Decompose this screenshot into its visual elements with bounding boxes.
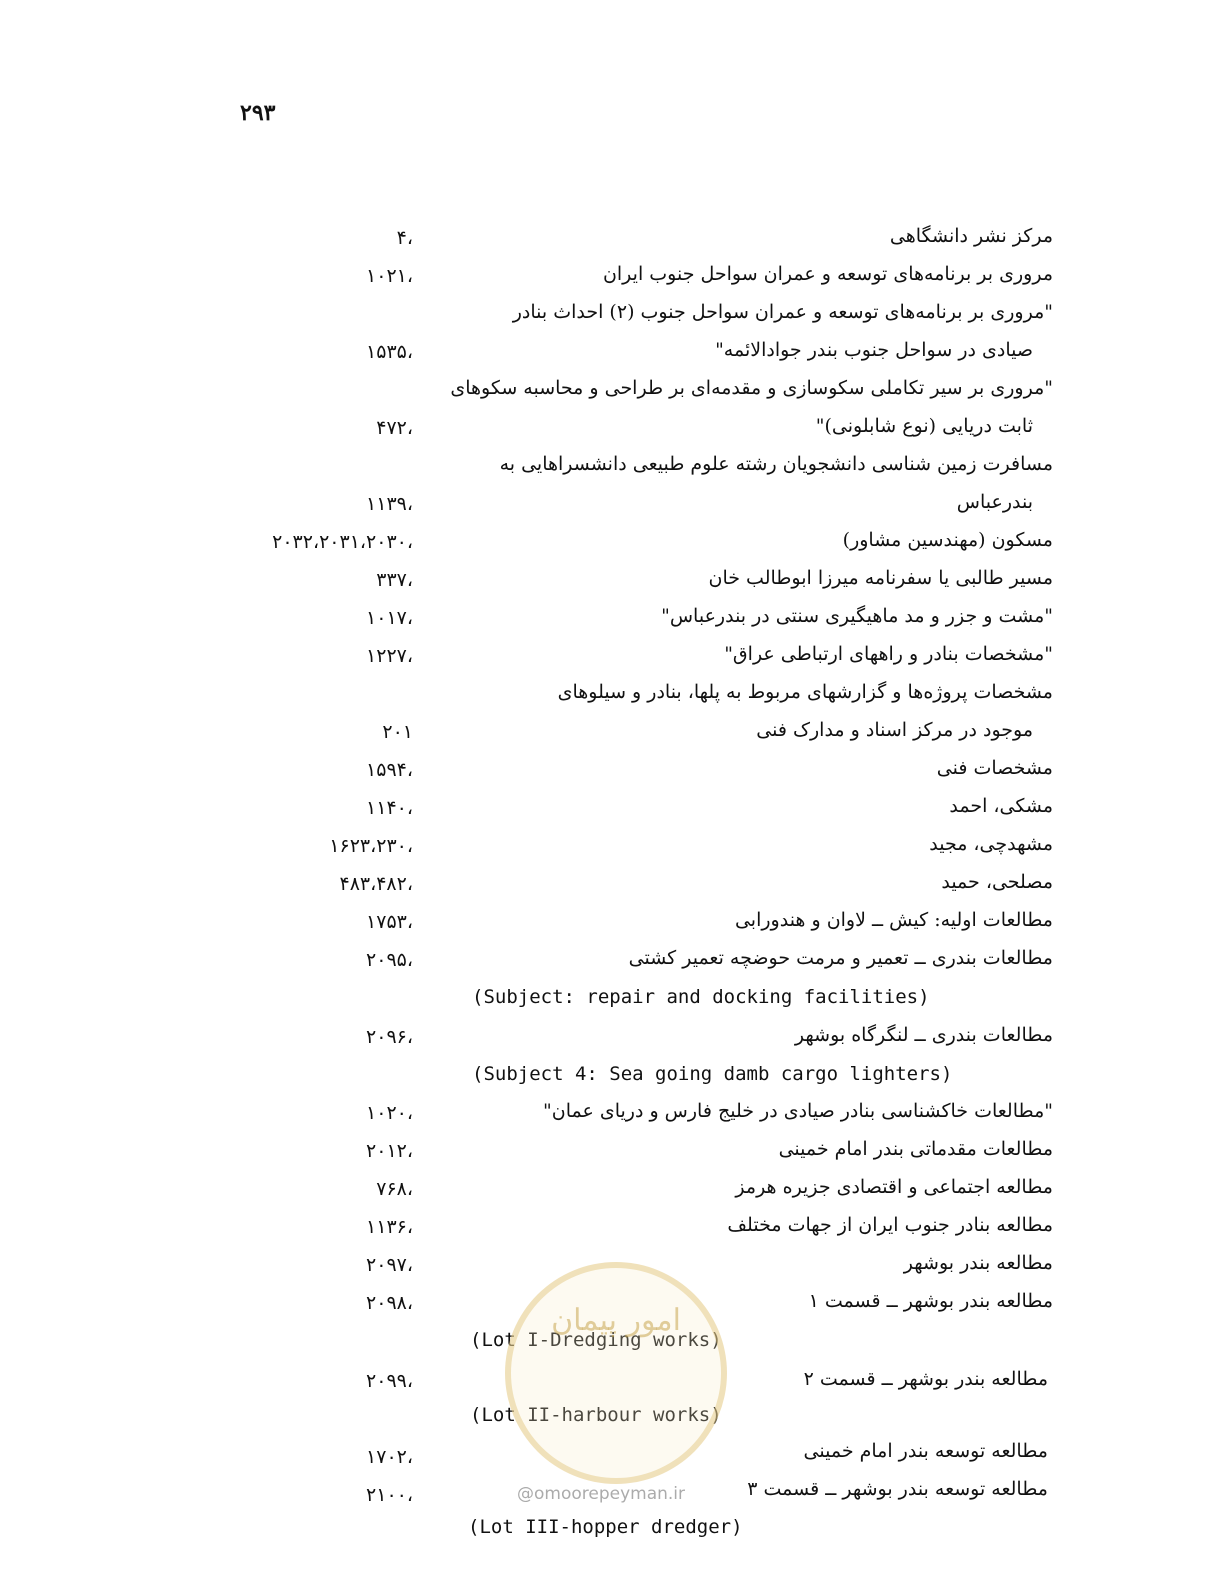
entry-number: ،۲۰۹۷: [366, 1254, 413, 1276]
entry-title: مطالعه بنادر جنوب ایران از جهات مختلف: [727, 1214, 1053, 1236]
entry-subtitle: (Subject: repair and docking facilities): [472, 986, 930, 1008]
entry-number: ،۷۶۸: [376, 1178, 413, 1200]
entry-subtitle: (Lot III-hopper dredger): [468, 1516, 743, 1538]
entry-title: مطالعه توسعه بندر امام خمینی: [803, 1440, 1048, 1462]
entry-number: ،۱۷۰۲: [366, 1446, 413, 1468]
entry-number: ،۴: [396, 227, 413, 249]
entry-title: مطالعه اجتماعی و اقتصادی جزیره هرمز: [735, 1176, 1053, 1198]
entry-number: ،۱۷۵۳: [366, 911, 413, 933]
page-number: ۲۹۳: [240, 100, 276, 126]
watermark-title: امور پیمان: [551, 1303, 681, 1338]
entry-title: "مروری بر برنامه‌های توسعه و عمران سواحل جنوب (۲) احداث بنادر: [512, 301, 1053, 323]
entry-title: مصلحی، حمید: [941, 871, 1053, 893]
entry-number: ،۱۶۲۳،۲۳۰: [329, 835, 413, 857]
entry-title: مسکون (مهندسین مشاور): [842, 529, 1053, 551]
entry-title: موجود در مرکز اسناد و مدارک فنی: [756, 719, 1033, 741]
entry-title: مرکز نشر دانشگاهی: [889, 225, 1053, 247]
entry-number: ،۲۰۹۶: [366, 1026, 413, 1048]
entry-title: مشخصات فنی: [936, 757, 1053, 779]
entry-number: ،۱۵۳۵: [366, 341, 413, 363]
entry-title: مطالعه بندر بوشهر ــ قسمت ۱: [808, 1290, 1053, 1312]
entry-title: مطالعه بندر بوشهر ــ قسمت ۲: [803, 1368, 1048, 1390]
entry-title: مروری بر برنامه‌های توسعه و عمران سواحل جنوب ایران: [602, 263, 1053, 285]
entry-number: ،۱۱۳۹: [366, 493, 413, 515]
entry-subtitle: (Lot II-harbour works): [470, 1404, 722, 1426]
entry-title: مشهدچی، مجید: [929, 833, 1053, 855]
entry-subtitle: (Subject 4: Sea going damb cargo lighters): [472, 1063, 953, 1085]
entry-title: ثابت دریایی (نوع شابلونی)": [815, 415, 1033, 437]
entry-title: مسیر طالبی یا سفرنامه میرزا ابوطالب خان: [708, 567, 1053, 589]
entry-number: ،۲۰۱۲: [366, 1140, 413, 1162]
entry-title: مطالعه توسعه بندر بوشهر ــ قسمت ۳: [747, 1478, 1048, 1500]
entry-number: ،۱۵۹۴: [366, 759, 413, 781]
entry-title: مشکی، احمد: [949, 795, 1053, 817]
entry-title: مطالعه بندر بوشهر: [903, 1252, 1053, 1274]
entry-number: ،۴۷۲: [376, 417, 413, 439]
entry-title: مطالعات بندری ــ لنگرگاه بوشهر: [794, 1024, 1053, 1046]
entry-title: "مطالعات خاکشناسی بنادر صیادی در خلیج فارس و دریای عمان": [543, 1100, 1053, 1122]
entry-number: ،۱۲۲۷: [366, 645, 413, 667]
entry-title: مطالعات بندری ــ تعمیر و مرمت حوضچه تعمیر کشتی: [628, 947, 1053, 969]
entry-subtitle: (Lot I-Dredging works): [470, 1329, 722, 1351]
entry-title: مطالعات اولیه: کیش ــ لاوان و هندورابی: [734, 909, 1053, 931]
entry-title: "مروری بر سیر تکاملی سکوسازی و مقدمه‌ای بر طراحی و محاسبه سکوهای: [450, 377, 1053, 399]
entry-title: مشخصات پروژه‌ها و گزارشهای مربوط به پلها، بنادر و سیلوهای: [557, 681, 1053, 703]
entry-title: مسافرت زمین شناسی دانشجویان رشته علوم طبیعی دانشسراهایی به: [499, 453, 1053, 475]
entry-number: ،۲۰۹۵: [366, 949, 413, 971]
entry-title: مطالعات مقدماتی بندر امام خمینی: [778, 1138, 1053, 1160]
entry-title: صیادی در سواحل جنوب بندر جوادالائمه": [715, 339, 1033, 361]
entry-number: ،۱۱۳۶: [366, 1216, 413, 1238]
entry-number: ،۴۸۳،۴۸۲: [339, 873, 413, 895]
entry-number: ،۲۰۹۹: [366, 1370, 413, 1392]
entry-number: ،۱۰۱۷: [366, 607, 413, 629]
entry-number: ،۳۳۷: [376, 569, 413, 591]
entry-title: بندرعباس: [956, 491, 1033, 513]
entry-number: ،۲۰۳۲،۲۰۳۱،۲۰۳۰: [272, 531, 413, 553]
entry-title: "مشخصات بنادر و راههای ارتباطی عراق": [724, 643, 1053, 665]
entry-number: ،۲۰۹۸: [366, 1292, 413, 1314]
entry-number: ،۲۱۰۰: [366, 1484, 413, 1506]
watermark-logo: [505, 1262, 727, 1484]
entry-number: ،۱۱۴۰: [366, 797, 413, 819]
entry-number: ،۱۰۲۰: [366, 1102, 413, 1124]
entry-number: ۲۰۱: [382, 721, 413, 743]
entry-title: "مشت و جزر و مد ماهیگیری سنتی در بندرعباس": [661, 605, 1053, 627]
entry-number: ،۱۰۲۱: [366, 265, 413, 287]
watermark-url: @omoorepeyman.ir: [517, 1484, 686, 1504]
